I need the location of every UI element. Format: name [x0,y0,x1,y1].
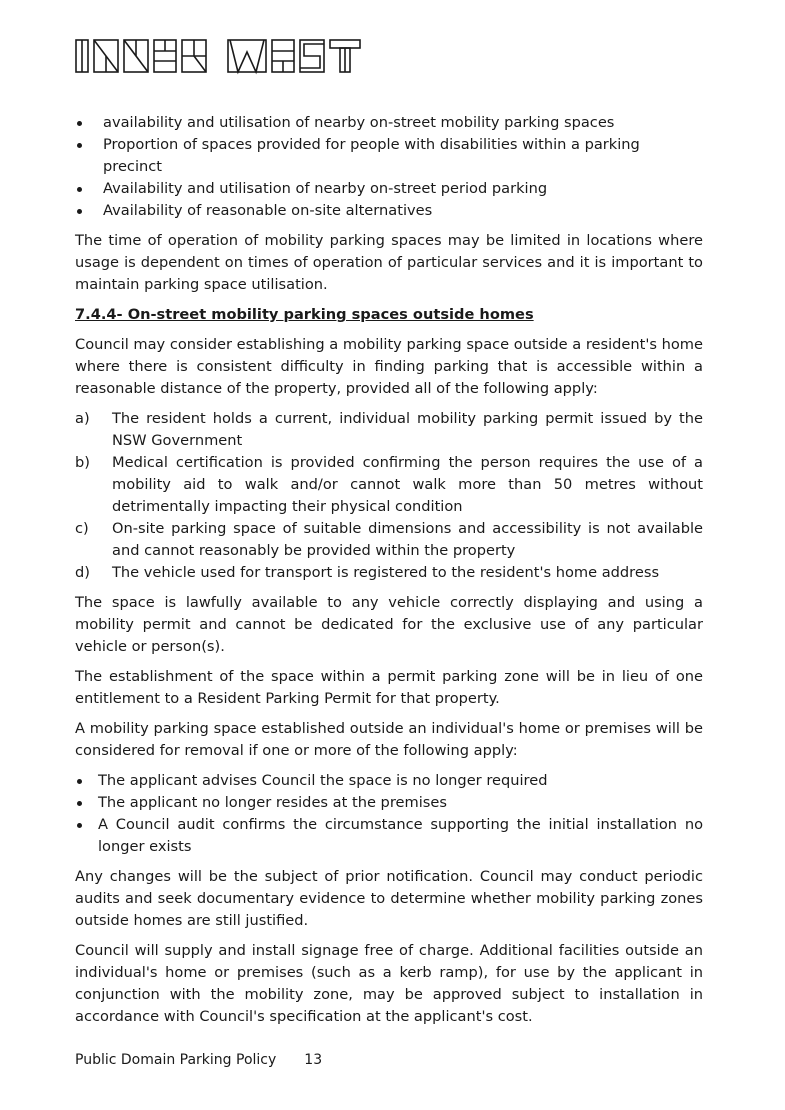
page-number: 13 [304,1052,323,1068]
list-item-text: On-site parking space of suitable dimensions and accessibility is not available and cannot reasonably be provided within the property [112,520,703,559]
paragraph-signage: Council will supply and install signage free of charge. Additional facilities outside an individual's home or premises (such as a kerb ramp), for use by the applicant in conjunction with the mobility zone, may be approved subject to installation in accordance with Council's specification at the applicant's cost. [75,942,703,1025]
inner-west-logo [75,36,371,80]
list-marker: c) [75,520,89,537]
removal-bullet-list [75,770,703,858]
list-item: A Council audit confirms the circumstance supporting the initial installation no longer exists [75,814,703,858]
paragraph-council-consider: Council may consider establishing a mobility parking space outside a resident's home where there is consistent difficulty in finding parking that is accessible within a reasonable distance of the property, provided all of the following apply: [75,336,703,397]
intro-bullet-list [75,112,703,222]
list-marker: b) [75,454,90,471]
list-item: Proportion of spaces provided for people with disabilities within a parking precinct [75,134,703,178]
paragraph-space-available: The space is lawfully available to any vehicle correctly displaying and using a mobility permit and cannot be dedicated for the exclusive use of any particular vehicle or person(s). [75,594,703,655]
page-footer [75,1052,322,1068]
list-item-text: Medical certification is provided confirming the person requires the use of a mobility aid to walk and/or cannot walk more than 50 metres without detrimentally impacting their physical condition [112,454,703,515]
list-item-text: The resident holds a current, individual mobility parking permit issued by the NSW Government [112,410,703,449]
list-item [75,452,703,518]
list-item [75,408,703,452]
paragraph-time-of-operation: The time of operation of mobility parking spaces may be limited in locations where usage is dependent on times of operation of particular services and it is important to maintain parking space utilisation. [75,232,703,293]
list-marker: d) [75,564,90,581]
paragraph-removal: A mobility parking space established outside an individual's home or premises will be considered for removal if one or more of the following apply: [75,720,703,759]
list-item: Availability of reasonable on-site alternatives [75,200,703,222]
paragraph-changes: Any changes will be the subject of prior notification. Council may conduct periodic audits and seek documentary evidence to determine whether mobility parking zones outside homes are still justified. [75,868,703,929]
list-item: The applicant no longer resides at the premises [75,792,703,814]
list-item [75,562,703,584]
list-item: The applicant advises Council the space is no longer required [75,770,703,792]
footer-document-title: Public Domain Parking Policy [75,1052,277,1068]
list-item-text: The vehicle used for transport is registered to the resident's home address [112,564,660,581]
list-item: availability and utilisation of nearby on-street mobility parking spaces [75,112,703,134]
list-item [75,518,703,562]
conditions-list [75,408,703,584]
paragraph-permit-zone: The establishment of the space within a permit parking zone will be in lieu of one entitlement to a Resident Parking Permit for that property. [75,668,703,707]
page-body [75,112,703,1036]
list-item: Availability and utilisation of nearby on-street period parking [75,178,703,200]
list-marker: a) [75,410,90,427]
logo-graphic [75,36,371,76]
section-heading: 7.4.4- On-street mobility parking spaces outside homes [75,306,534,323]
